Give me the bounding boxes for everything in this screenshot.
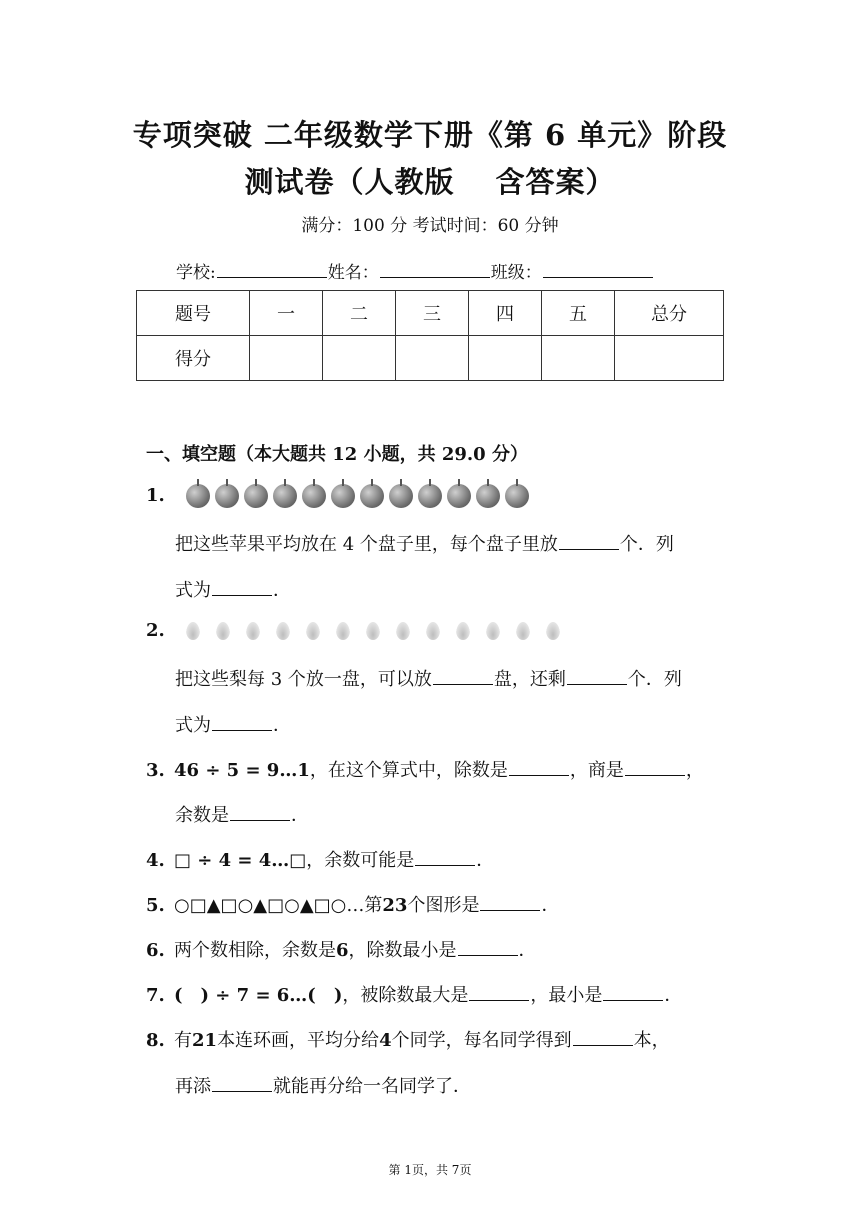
period: ． xyxy=(518,940,537,961)
question-2 xyxy=(146,620,560,641)
pear-icon xyxy=(366,622,380,640)
score-header-cell: 二 xyxy=(323,291,396,336)
period: ． xyxy=(273,715,291,736)
question-1-line-1 xyxy=(175,530,674,556)
score-header-cell: 总分 xyxy=(615,291,724,336)
question-text: 式为 xyxy=(175,580,211,601)
shape-pattern: ○□▲□○▲□○▲□○… xyxy=(174,895,365,916)
score-cell[interactable] xyxy=(469,336,542,381)
question-text: ，被除数最大是 xyxy=(342,985,469,1006)
math-expression: ( ) ÷ 7 = 6…( ) xyxy=(174,985,343,1006)
answer-blank[interactable] xyxy=(480,909,540,911)
question-number: 7. xyxy=(146,985,165,1006)
pear-icon xyxy=(396,622,410,640)
question-text: 就能再分给一名同学了． xyxy=(273,1076,471,1097)
score-header-cell: 五 xyxy=(542,291,615,336)
answer-blank[interactable] xyxy=(230,819,290,821)
answer-blank[interactable] xyxy=(603,999,663,1001)
question-text: 本， xyxy=(633,1030,670,1051)
score-cell[interactable] xyxy=(323,336,396,381)
question-text: 个．列 xyxy=(619,534,674,555)
section-1-heading: 一、填空题（本大题共 12 小题，共 29.0 分） xyxy=(146,444,528,465)
score-row-label: 得分 xyxy=(137,336,250,381)
question-text: 把这些梨每 3 个放一盘，可以放 xyxy=(175,669,432,690)
answer-blank[interactable] xyxy=(625,774,685,776)
question-number-value: 4 xyxy=(379,1030,392,1051)
score-header-cell: 四 xyxy=(469,291,542,336)
period: ． xyxy=(476,850,495,871)
question-number-value: 21 xyxy=(192,1030,218,1051)
period: ． xyxy=(273,580,291,601)
answer-blank[interactable] xyxy=(458,954,518,956)
pear-icon xyxy=(186,622,200,640)
answer-blank[interactable] xyxy=(415,864,475,866)
question-number: 5. xyxy=(146,895,165,916)
question-number: 1. xyxy=(146,485,165,506)
question-6 xyxy=(146,936,537,962)
answer-blank[interactable] xyxy=(509,774,569,776)
pear-icon xyxy=(546,622,560,640)
pear-icon xyxy=(336,622,350,640)
question-8 xyxy=(146,1026,670,1052)
score-table xyxy=(136,290,724,381)
math-expression: □ ÷ 4 = 4…□ xyxy=(174,850,307,871)
score-cell[interactable] xyxy=(250,336,323,381)
question-text: 个同学，每名同学得到 xyxy=(391,1030,572,1051)
score-cell[interactable] xyxy=(615,336,724,381)
page-footer: 第 1页，共 7页 xyxy=(388,1163,472,1177)
answer-blank[interactable] xyxy=(469,999,529,1001)
score-header-cell: 一 xyxy=(250,291,323,336)
pear-icon xyxy=(516,622,530,640)
apple-icon xyxy=(302,484,326,508)
name-label: 姓名： xyxy=(327,263,379,283)
question-text: 个图形是 xyxy=(407,895,480,916)
pear-icon xyxy=(246,622,260,640)
score-header-cell: 三 xyxy=(396,291,469,336)
apple-icon xyxy=(389,484,413,508)
question-text: ，最小是 xyxy=(530,985,603,1006)
apple-icon xyxy=(331,484,355,508)
question-2-line-1 xyxy=(175,665,682,691)
period: ． xyxy=(664,985,683,1006)
apple-icon xyxy=(244,484,268,508)
pear-icon xyxy=(426,622,440,640)
question-3 xyxy=(146,756,704,782)
question-5 xyxy=(146,891,559,917)
question-text: 再添 xyxy=(175,1076,211,1097)
apple-icon xyxy=(360,484,384,508)
title-line-1: 专项突破 二年级数学下册《第 6 单元》阶段 xyxy=(132,118,728,152)
question-text: 两个数相除，余数是 xyxy=(174,940,336,961)
student-info-line xyxy=(176,258,654,283)
question-text: 盘，还剩 xyxy=(493,669,566,690)
question-3-line-2 xyxy=(175,801,309,827)
apples-image xyxy=(186,484,529,508)
question-text: 有 xyxy=(174,1030,192,1051)
pear-icon xyxy=(276,622,290,640)
question-number: 6. xyxy=(146,940,165,961)
question-number: 8. xyxy=(146,1030,165,1051)
score-cell[interactable] xyxy=(396,336,469,381)
class-blank[interactable] xyxy=(543,276,653,278)
apple-icon xyxy=(186,484,210,508)
title-line-2: 测试卷（人教版 含答案） xyxy=(244,165,616,199)
apple-icon xyxy=(447,484,471,508)
score-cell[interactable] xyxy=(542,336,615,381)
question-text: 余数是 xyxy=(175,805,229,826)
question-number: 2. xyxy=(146,620,165,641)
name-blank[interactable] xyxy=(380,276,490,278)
question-7 xyxy=(146,981,682,1007)
question-number-value: 23 xyxy=(382,895,408,916)
subtitle: 满分：100 分 考试时间：60 分钟 xyxy=(301,216,559,236)
question-text: 第 xyxy=(364,895,383,916)
apple-icon xyxy=(273,484,297,508)
question-1-line-2 xyxy=(175,576,291,602)
answer-blank[interactable] xyxy=(212,1090,272,1092)
apple-icon xyxy=(215,484,239,508)
question-text: ，余数可能是 xyxy=(306,850,415,871)
answer-blank[interactable] xyxy=(212,594,272,596)
score-table-score-row xyxy=(137,336,724,381)
answer-blank[interactable] xyxy=(212,729,272,731)
question-text: ，在这个算式中，除数是 xyxy=(309,760,508,781)
score-table-header-row xyxy=(137,291,724,336)
question-text: 个．列 xyxy=(627,669,682,690)
question-text: ， xyxy=(685,760,704,781)
question-4 xyxy=(146,846,494,872)
answer-blank[interactable] xyxy=(559,548,619,550)
pears-image xyxy=(186,622,560,640)
apple-icon xyxy=(418,484,442,508)
pear-icon xyxy=(456,622,470,640)
score-header-cell: 题号 xyxy=(137,291,250,336)
answer-blank[interactable] xyxy=(567,683,627,685)
question-number: 4. xyxy=(146,850,165,871)
pear-icon xyxy=(486,622,500,640)
answer-blank[interactable] xyxy=(573,1044,633,1046)
question-number-value: 6 xyxy=(336,940,349,961)
question-2-line-2 xyxy=(175,711,291,737)
apple-icon xyxy=(476,484,500,508)
question-8-line-2 xyxy=(175,1072,471,1098)
question-number: 3. xyxy=(146,760,165,781)
class-label: 班级： xyxy=(490,263,542,283)
period: ． xyxy=(541,895,560,916)
pear-icon xyxy=(306,622,320,640)
math-expression: 46 ÷ 5 = 9…1 xyxy=(174,760,310,781)
pear-icon xyxy=(216,622,230,640)
period: ． xyxy=(291,805,309,826)
question-text: ，除数最小是 xyxy=(348,940,457,961)
school-blank[interactable] xyxy=(217,276,327,278)
school-label: 学校: xyxy=(176,263,216,283)
question-text: 本连环画，平均分给 xyxy=(217,1030,380,1051)
apple-icon xyxy=(505,484,529,508)
question-text: ，商是 xyxy=(569,760,624,781)
question-1 xyxy=(146,484,529,508)
question-text: 把这些苹果平均放在 4 个盘子里，每个盘子里放 xyxy=(175,534,558,555)
answer-blank[interactable] xyxy=(433,683,493,685)
question-text: 式为 xyxy=(175,715,211,736)
